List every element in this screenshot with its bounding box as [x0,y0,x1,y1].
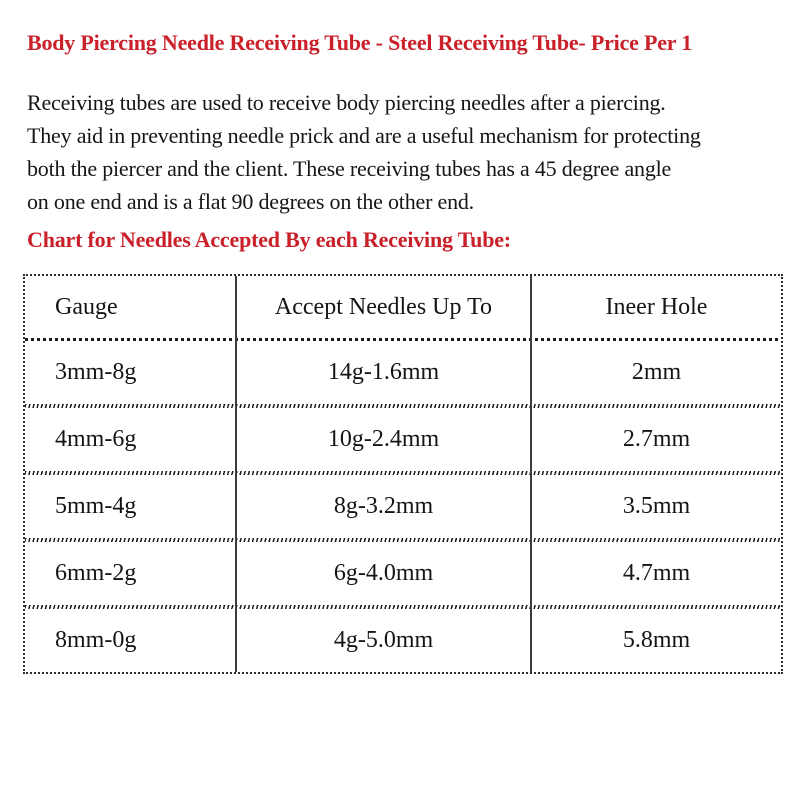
cell-gauge: 3mm-8g [55,359,137,385]
column-divider [235,276,237,672]
row-divider [25,338,781,341]
column-divider [530,276,532,672]
needle-chart-table [23,274,783,674]
product-description [27,86,792,218]
cell-gauge: 5mm-4g [55,493,137,519]
description-line: on one end and is a flat 90 degrees on the other end. [27,189,474,214]
description-line: Receiving tubes are used to receive body piercing needles after a piercing. [27,90,666,115]
table-row [25,408,781,471]
cell-inner-hole: 5.8mm [622,627,691,653]
header-gauge: Gauge [55,293,118,320]
chart-section-heading: Chart for Needles Accepted By each Receiving Tube: [27,227,511,252]
cell-accept-needles: 6g-4.0mm [333,560,434,586]
cell-inner-hole: 2.7mm [622,426,691,452]
table-row [25,475,781,538]
cell-accept-needles: 14g-1.6mm [327,359,440,385]
cell-inner-hole: 3.5mm [622,493,691,519]
product-title: Body Piercing Needle Receiving Tube - Steel Receiving Tube- Price Per 1 [27,30,693,55]
table-row [25,341,781,404]
cell-inner-hole: 2mm [631,359,682,385]
table-header-row [25,276,781,338]
cell-accept-needles: 4g-5.0mm [333,627,434,653]
cell-accept-needles: 8g-3.2mm [333,493,434,519]
table-row [25,609,781,672]
row-divider [25,538,781,542]
cell-accept-needles: 10g-2.4mm [327,426,440,452]
description-line: They aid in preventing needle prick and are a useful mechanism for protecting [27,123,701,148]
table-row [25,542,781,605]
cell-gauge: 8mm-0g [55,627,137,653]
header-inner-hole: Ineer Hole [605,293,708,320]
row-divider [25,605,781,609]
cell-gauge: 6mm-2g [55,560,137,586]
header-accept-needles: Accept Needles Up To [274,293,493,320]
row-divider [25,404,781,408]
row-divider [25,471,781,475]
description-line: both the piercer and the client. These receiving tubes has a 45 degree angle [27,156,672,181]
cell-gauge: 4mm-6g [55,426,137,452]
cell-inner-hole: 4.7mm [622,560,691,586]
